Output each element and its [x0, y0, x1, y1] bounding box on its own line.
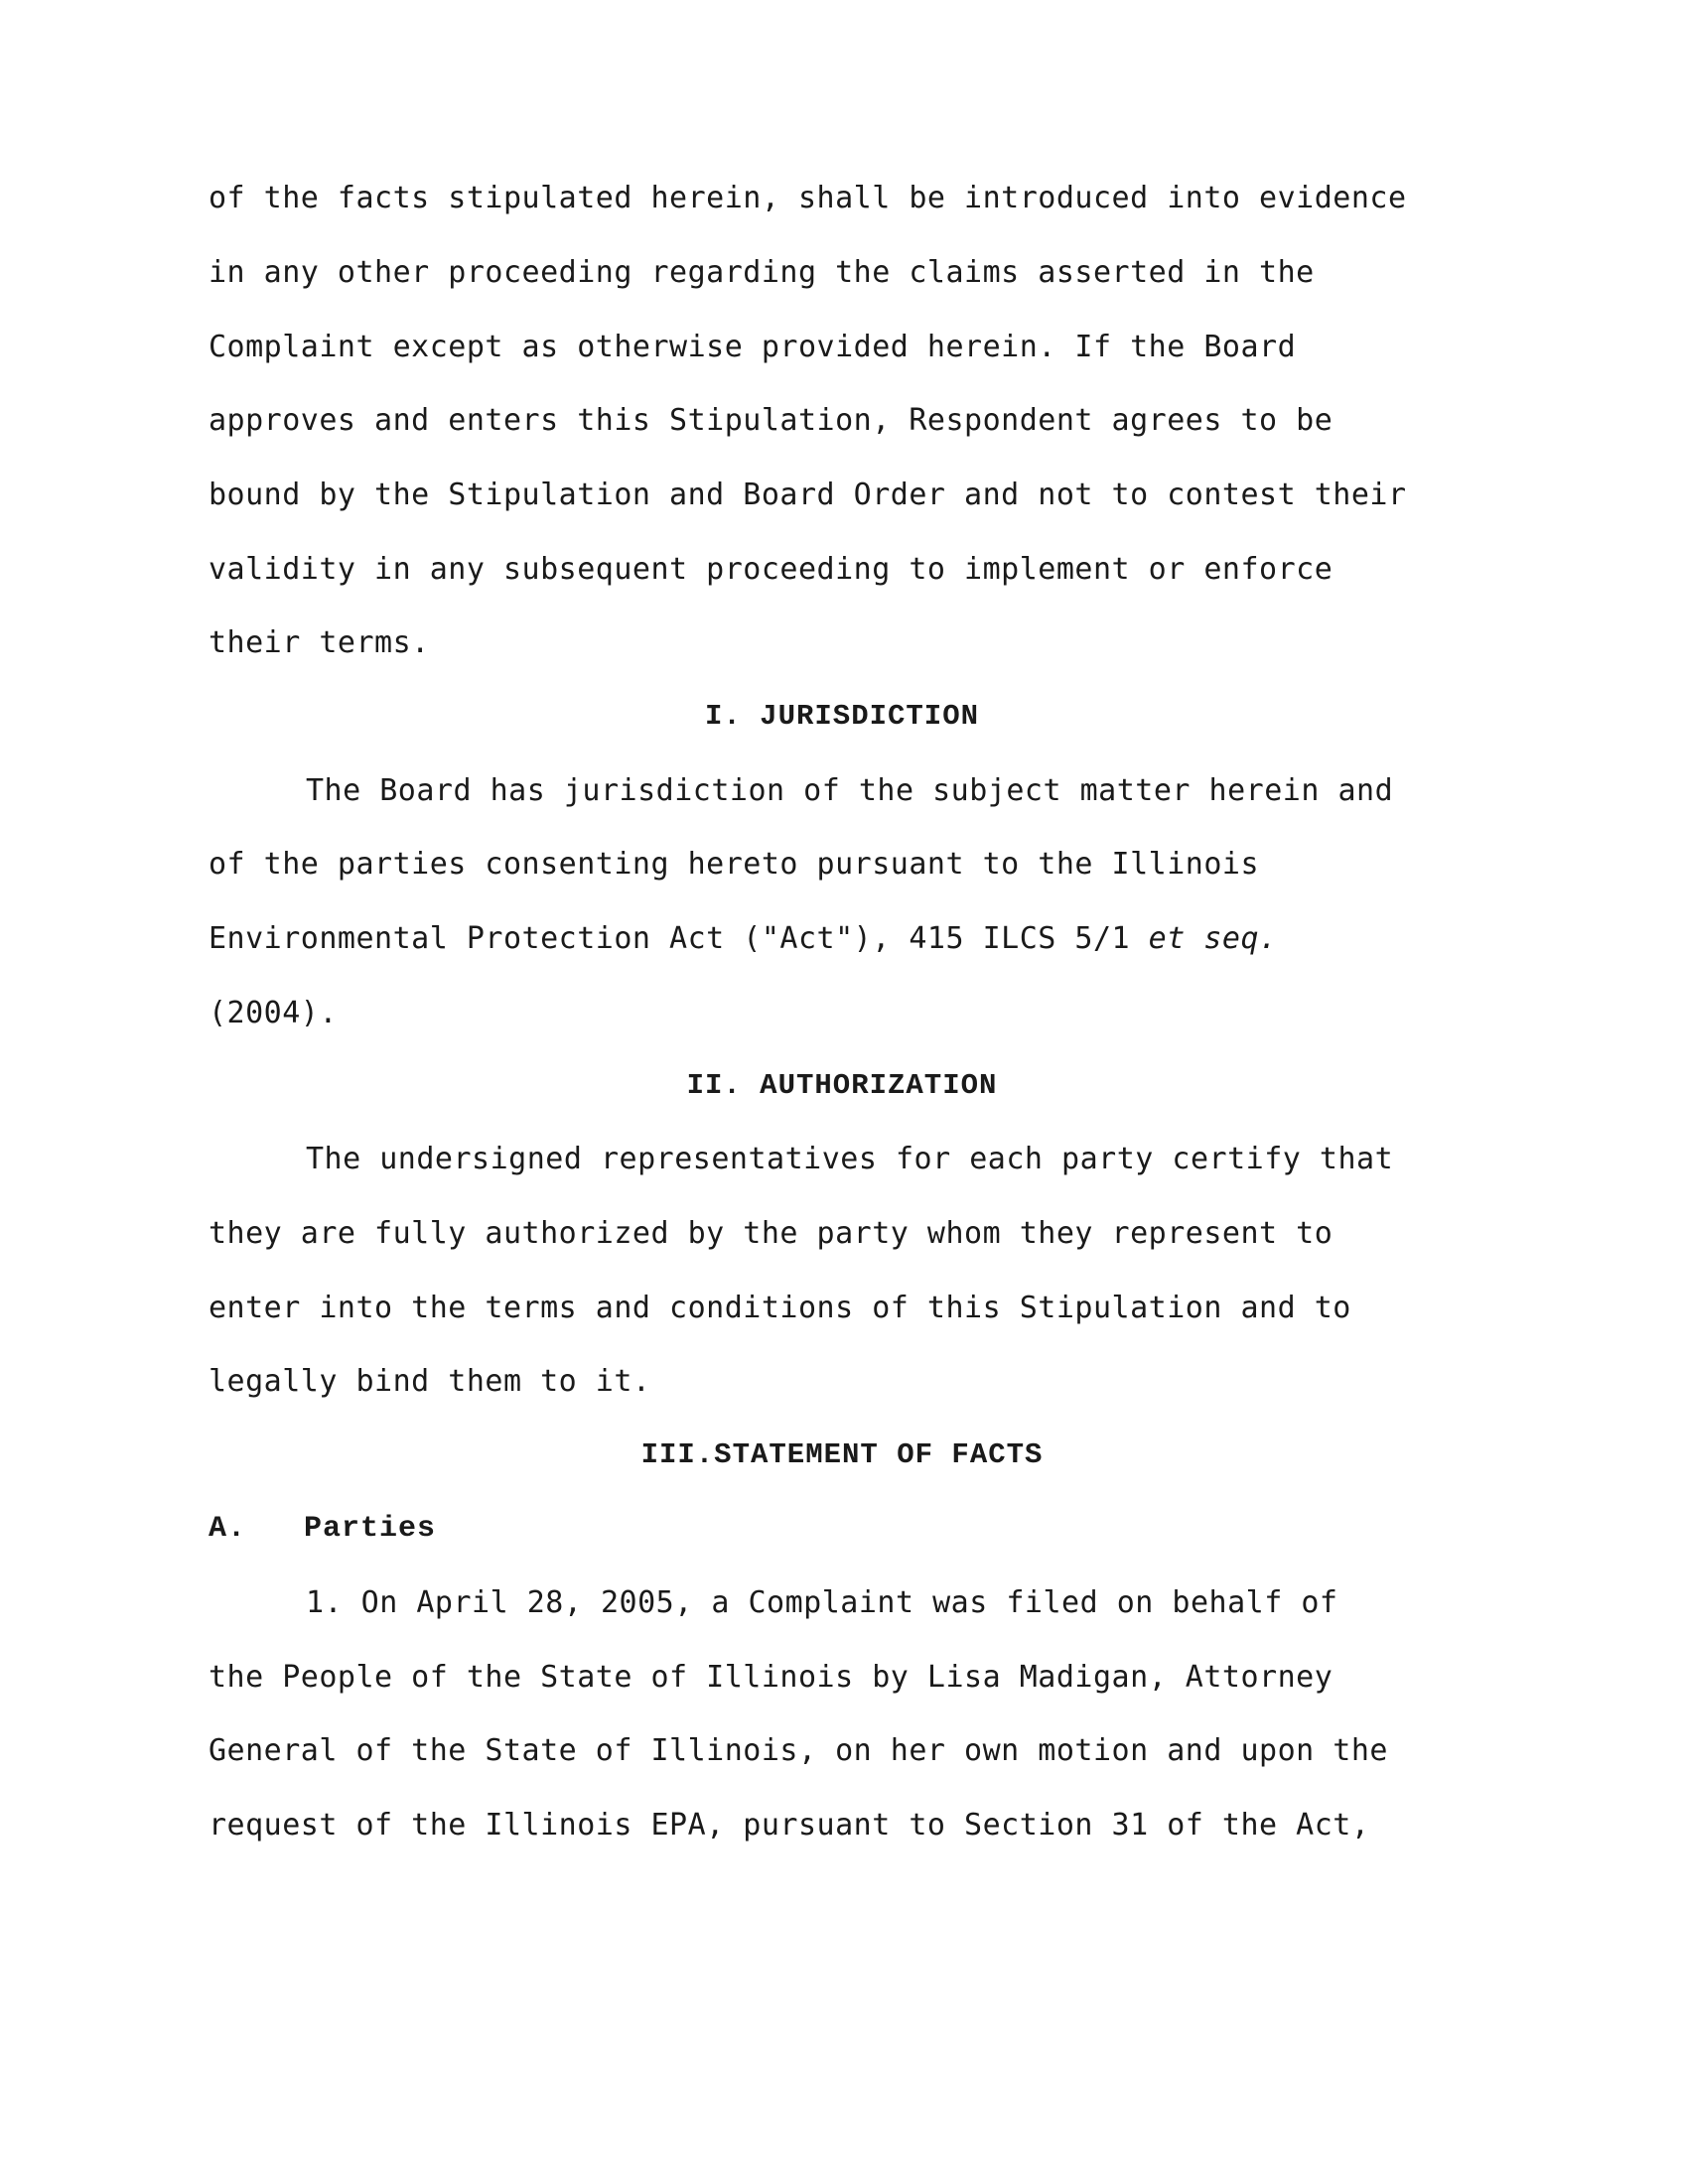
subsection-label: A.: [209, 1512, 247, 1546]
body-line: The Board has jurisdiction of the subject matter herein and: [306, 773, 1394, 808]
body-line: their terms.: [209, 625, 430, 660]
body-line: General of the State of Illinois, on her own motion and upon the: [209, 1733, 1388, 1768]
body-line: in any other proceeding regarding the claims asserted in the: [209, 255, 1315, 290]
body-line: validity in any subsequent proceeding to implement or enforce: [209, 552, 1333, 587]
body-line: enter into the terms and conditions of this Stipulation and to: [209, 1291, 1351, 1325]
section-heading-authorization: II. AUTHORIZATION: [686, 1069, 998, 1102]
body-line: they are fully authorized by the party whom they represent to: [209, 1216, 1333, 1251]
body-line: legally bind them to it.: [209, 1364, 651, 1399]
body-line: of the parties consenting hereto pursuant to the Illinois: [209, 847, 1260, 882]
body-line: bound by the Stipulation and Board Order and not to contest their: [209, 478, 1407, 512]
subsection-title: Parties: [304, 1512, 437, 1546]
body-line: the People of the State of Illinois by Lisa Madigan, Attorney: [209, 1660, 1333, 1695]
subsection-heading-parties: [209, 1511, 436, 1547]
body-line-citation: [209, 921, 1278, 957]
body-line: 1. On April 28, 2005, a Complaint was filed on behalf of: [306, 1585, 1338, 1620]
body-line: of the facts stipulated herein, shall be introduced into evidence: [209, 181, 1407, 215]
section-heading-jurisdiction: I. JURISDICTION: [704, 700, 980, 733]
citation-italic: et seq.: [1148, 921, 1278, 956]
body-line: The undersigned representatives for each party certify that: [306, 1142, 1394, 1176]
body-line: (2004).: [209, 996, 338, 1030]
section-heading-statement-of-facts: III.STATEMENT OF FACTS: [640, 1438, 1044, 1471]
body-line: Complaint except as otherwise provided herein. If the Board: [209, 330, 1297, 364]
body-line: request of the Illinois EPA, pursuant to Section 31 of the Act,: [209, 1808, 1370, 1843]
body-line: approves and enters this Stipulation, Respondent agrees to be: [209, 403, 1333, 438]
citation-text: Environmental Protection Act ("Act"), 415 ILCS 5/1: [209, 921, 1149, 956]
